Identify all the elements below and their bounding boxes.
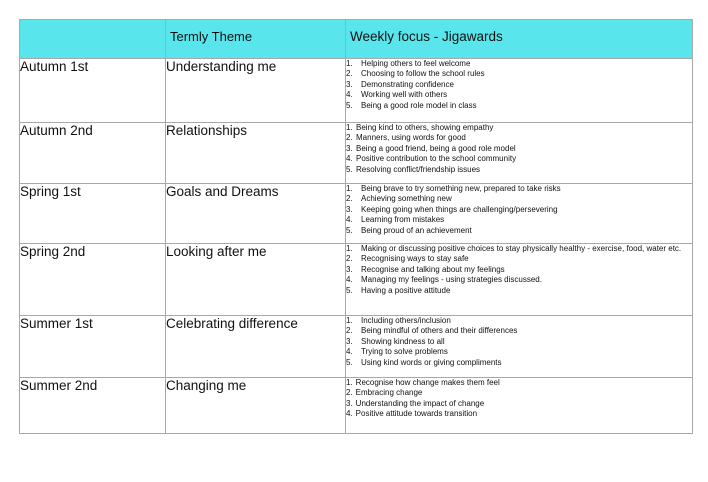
theme-cell: Understanding me (166, 59, 346, 123)
list-item: 4. Managing my feelings - using strategies discussed. (346, 275, 542, 285)
list-item: 2. Embracing change (346, 388, 423, 398)
focus-list (346, 378, 692, 420)
theme-cell: Goals and Dreams (166, 184, 346, 244)
theme-cell: Looking after me (166, 244, 346, 316)
table-row (20, 123, 693, 184)
list-item: 5. Having a positive attitude (346, 285, 451, 295)
list-item: 3. Recognise and talking about my feelings (346, 264, 505, 274)
list-item: 4. Trying to solve problems (346, 347, 448, 357)
focus-cell (346, 316, 693, 378)
list-item: 1. Making or discussing positive choices to stay physically healthy - exercise, food, water etc. (346, 244, 682, 253)
header-weekly-focus: Weekly focus - Jigawards (346, 20, 693, 59)
focus-cell (346, 184, 693, 244)
theme-cell: Relationships (166, 123, 346, 184)
list-item: 5. Being a good role model in class (346, 100, 477, 110)
header-row (20, 20, 693, 59)
list-item: 5. Resolving conflict/friendship issues (346, 164, 481, 174)
list-item: 1. Helping others to feel welcome (346, 59, 471, 68)
focus-cell (346, 244, 693, 316)
focus-list (346, 316, 692, 368)
table-row (20, 244, 693, 316)
list-item: 2. Achieving something new (346, 194, 452, 204)
term-cell: Summer 1st (20, 316, 166, 378)
list-item: 4. Learning from mistakes (346, 215, 445, 225)
list-item: 2. Manners, using words for good (346, 133, 466, 143)
list-item: 4. Working well with others (346, 90, 448, 100)
focus-list (346, 184, 692, 236)
list-item: 2. Being mindful of others and their differences (346, 326, 518, 336)
list-item: 2. Recognising ways to stay safe (346, 254, 469, 264)
list-item: 1. Including others/inclusion (346, 316, 451, 325)
theme-cell: Changing me (166, 378, 346, 434)
term-cell: Autumn 2nd (20, 123, 166, 184)
list-item: 3. Understanding the impact of change (346, 398, 485, 408)
term-cell: Spring 1st (20, 184, 166, 244)
list-item: 1. Being kind to others, showing empathy (346, 123, 494, 132)
list-item: 1. Recognise how change makes them feel (346, 378, 500, 387)
jigawards-table (19, 19, 693, 434)
focus-cell (346, 59, 693, 123)
table-row (20, 316, 693, 378)
table-row (20, 184, 693, 244)
list-item: 3. Keeping going when things are challenging/persevering (346, 204, 558, 214)
table-row (20, 59, 693, 123)
list-item: 5. Being proud of an achievement (346, 225, 472, 235)
focus-list (346, 123, 692, 175)
list-item: 4. Positive attitude towards transition (346, 409, 478, 419)
list-item: 5. Using kind words or giving compliments (346, 357, 502, 367)
list-item: 3. Demonstrating confidence (346, 79, 454, 89)
term-cell: Spring 2nd (20, 244, 166, 316)
term-cell: Summer 2nd (20, 378, 166, 434)
header-termly-theme: Termly Theme (166, 20, 346, 59)
list-item: 1. Being brave to try something new, prepared to take risks (346, 184, 561, 193)
focus-cell (346, 378, 693, 434)
list-item: 3. Showing kindness to all (346, 336, 445, 346)
table-row (20, 378, 693, 434)
focus-cell (346, 123, 693, 184)
term-cell: Autumn 1st (20, 59, 166, 123)
list-item: 2. Choosing to follow the school rules (346, 69, 485, 79)
header-term (20, 20, 166, 59)
focus-list (346, 59, 692, 111)
theme-cell: Celebrating difference (166, 316, 346, 378)
focus-list (346, 244, 692, 296)
list-item: 3. Being a good friend, being a good role model (346, 143, 516, 153)
list-item: 4. Positive contribution to the school community (346, 154, 517, 164)
